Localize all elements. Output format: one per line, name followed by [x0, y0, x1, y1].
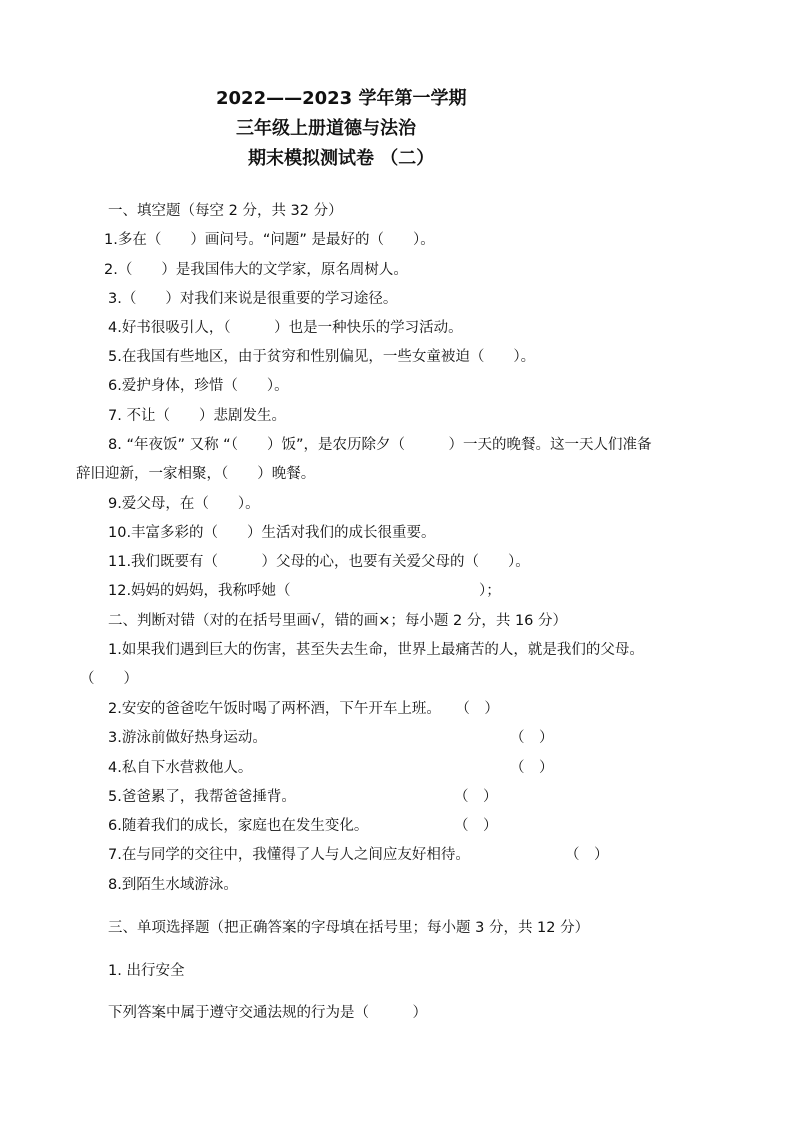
- question-1-10: 10.丰富多彩的（ ）生活对我们的成长很重要。: [108, 525, 436, 541]
- question-2-3: 3.游泳前做好热身运动。: [108, 730, 267, 746]
- question-2-6-bracket: （ ）: [454, 818, 498, 834]
- exam-subject-title: 三年级上册道德与法治: [236, 118, 416, 139]
- exam-name-title: 期末模拟测试卷 （二）: [248, 148, 435, 169]
- question-2-8: 8.到陌生水域游泳。: [108, 877, 238, 893]
- section-2-heading: 二、判断对错（对的在括号里画√，错的画×；每小题 2 分，共 16 分）: [108, 613, 567, 629]
- exam-year-title: 2022——2023 学年第一学期: [216, 88, 467, 109]
- question-1-5: 5.在我国有些地区，由于贫穷和性别偏见，一些女童被迫（ ）。: [108, 349, 536, 365]
- question-2-6: 6.随着我们的成长，家庭也在发生变化。: [108, 818, 369, 834]
- question-2-5-bracket: （ ）: [454, 789, 498, 805]
- question-2-1: 1.如果我们遇到巨大的伤害，甚至失去生命，世界上最痛苦的人，就是我们的父母。: [108, 642, 644, 658]
- question-2-4-bracket: （ ）: [510, 760, 554, 776]
- question-2-3-bracket: （ ）: [510, 730, 554, 746]
- question-1-9: 9.爱父母，在（ ）。: [108, 496, 260, 512]
- question-2-4: 4.私自下水营救他人。: [108, 760, 253, 776]
- question-2-7-bracket: （ ）: [565, 847, 609, 863]
- question-1-6: 6.爱护身体，珍惜（ ）。: [108, 378, 289, 394]
- question-1-3: 3.（ ）对我们来说是很重要的学习途径。: [108, 291, 398, 307]
- question-1-4: 4.好书很吸引人，（ ）也是一种快乐的学习活动。: [108, 320, 463, 336]
- question-1-7: 7. 不让（ ）悲剧发生。: [108, 408, 286, 424]
- question-3-1-prompt: 下列答案中属于遵守交通法规的行为是（ ）: [108, 1005, 427, 1021]
- question-1-8-continued: 辞旧迎新，一家相聚，（ ）晚餐。: [76, 466, 316, 482]
- section-3-heading: 三、单项选择题（把正确答案的字母填在括号里；每小题 3 分，共 12 分）: [108, 920, 590, 936]
- question-1-11: 11.我们既要有（ ）父母的心，也要有关爱父母的（ ）。: [108, 554, 530, 570]
- question-2-1-bracket: （ ）: [80, 671, 138, 687]
- question-2-7: 7.在与同学的交往中，我懂得了人与人之间应友好相待。: [108, 847, 470, 863]
- question-1-1: 1.多在（ ）画问号。“问题” 是最好的（ ）。: [104, 232, 435, 248]
- question-1-2: 2.（ ）是我国伟大的文学家，原名周树人。: [104, 262, 408, 278]
- question-3-1-title: 1. 出行安全: [108, 963, 185, 979]
- section-1-heading: 一、填空题（每空 2 分，共 32 分）: [108, 203, 343, 219]
- question-1-8: 8. “年夜饭” 又称 “（ ）饭”，是农历除夕（ ）一天的晚餐。这一天人们准备: [108, 437, 652, 453]
- question-1-12: 12.妈妈的妈妈，我称呼她（ ）；: [108, 583, 501, 599]
- question-2-5: 5.爸爸累了，我帮爸爸捶背。: [108, 789, 296, 805]
- question-2-2: 2.安安的爸爸吃午饭时喝了两杯酒，下午开车上班。 （ ）: [108, 701, 499, 717]
